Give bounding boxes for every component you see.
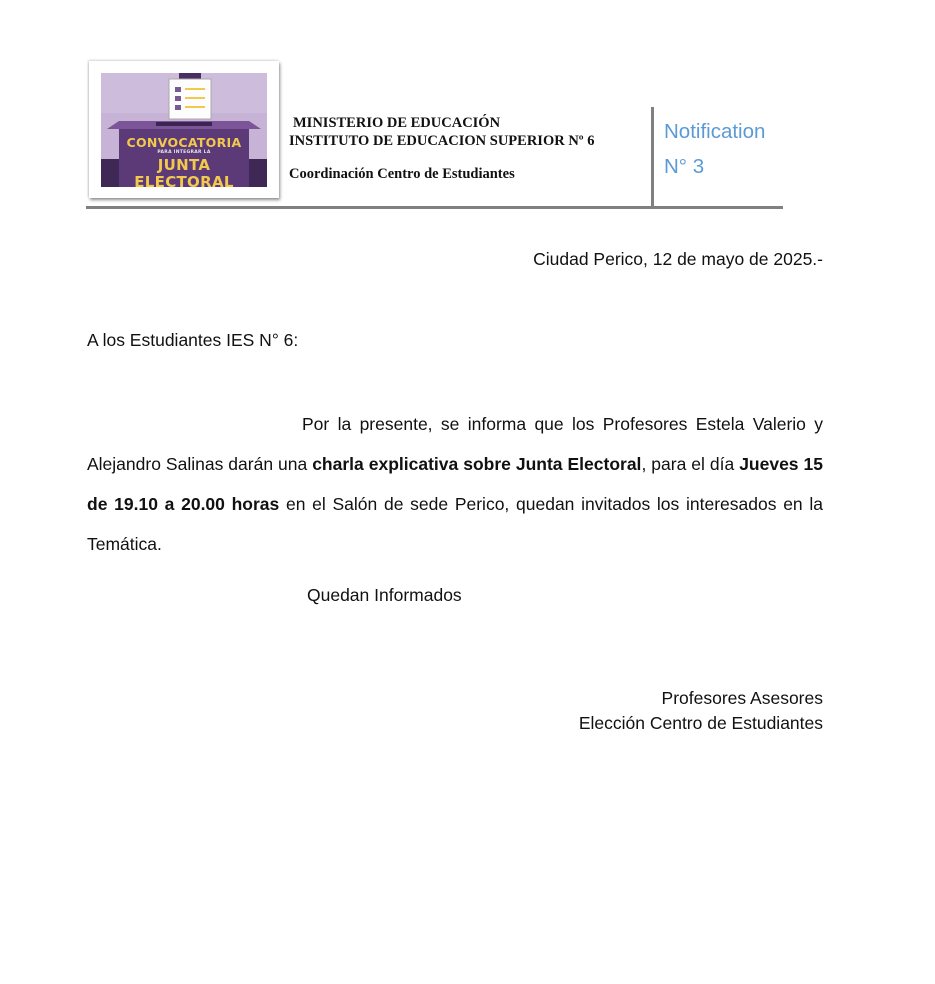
- logo-text-junta: JUNTA: [157, 156, 211, 174]
- letter-closing: Quedan Informados: [307, 585, 462, 605]
- header-vertical-divider: [651, 107, 654, 209]
- body-text-part1: Por la presente, se informa que los Profesores Estela Valerio y Alejandro Salinas darán una: [87, 414, 823, 474]
- letter-greeting: A los Estudiantes IES N° 6:: [87, 330, 299, 350]
- signature-line-2: Elección Centro de Estudiantes: [578, 713, 823, 733]
- ballot-box-logo: [101, 73, 267, 187]
- notification-block: [664, 114, 765, 184]
- logo-text-subtitle: PARA INTEGRAR LA: [157, 150, 211, 155]
- logo-text-convocatoria: CONVOCATORIA: [126, 135, 242, 150]
- notification-label: Notification: [664, 120, 766, 143]
- coordination-name: Coordinación Centro de Estudiantes: [289, 166, 515, 182]
- logo-frame: [89, 61, 279, 198]
- institution-block: [289, 114, 649, 183]
- signature-line-1: Profesores Asesores: [661, 688, 823, 708]
- body-bold-schedule: Jueves 15 de 19.10 a 20.00 horas: [87, 454, 823, 514]
- institute-name: INSTITUTO DE EDUCACION SUPERIOR Nº 6: [289, 133, 595, 149]
- letter-date: Ciudad Perico, 12 de mayo de 2025.-: [533, 249, 823, 269]
- body-text-part2: , para el día: [641, 454, 740, 474]
- ministry-name: MINISTERIO DE EDUCACIÓN: [293, 115, 501, 131]
- signature-block: [579, 686, 823, 736]
- body-bold-topic: charla explicativa sobre Junta Electoral: [312, 454, 642, 474]
- letter-body: [87, 404, 823, 564]
- header-horizontal-divider: [86, 206, 783, 209]
- notification-number: N° 3: [664, 155, 705, 178]
- logo-text-electoral: ELECTORAL: [134, 173, 234, 187]
- body-text-part3: en el Salón de sede Perico, quedan invitados los interesados en la Temática.: [87, 494, 823, 554]
